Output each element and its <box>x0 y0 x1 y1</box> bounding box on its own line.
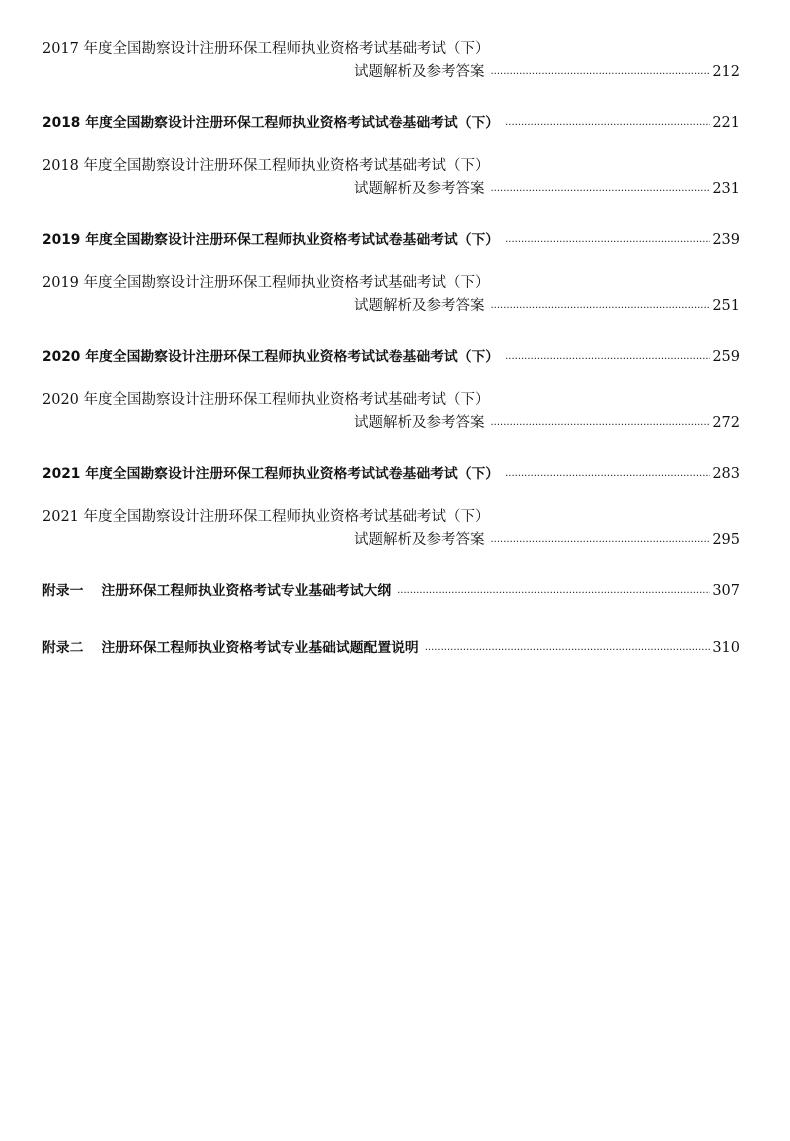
toc-entry-line <box>42 463 740 487</box>
toc-entry-subtitle-line <box>42 61 740 85</box>
toc-entry-2018-exam[interactable] <box>42 112 740 135</box>
toc-entry-2020-solutions[interactable] <box>42 389 740 436</box>
toc-entry-title-line <box>42 38 740 61</box>
page-number: 283 <box>712 466 740 482</box>
dot-leader <box>505 228 710 251</box>
toc-entry-subtitle: 试题解析及参考答案 <box>354 415 485 431</box>
toc-entry-2019-exam[interactable] <box>42 229 740 252</box>
toc-entry-title-line <box>42 272 740 295</box>
page-number: 251 <box>712 298 740 314</box>
appendix-label: 附录一 <box>42 583 84 599</box>
toc-entry-title-line <box>42 155 740 178</box>
dot-leader <box>505 462 710 485</box>
toc-entry-appendix-2[interactable] <box>42 637 740 660</box>
toc-entry-title-line <box>42 389 740 412</box>
toc-entry-subtitle-line <box>42 295 740 319</box>
page-number: 272 <box>712 415 740 431</box>
dot-leader <box>397 579 710 602</box>
toc-entry-title: 2019 年度全国勘察设计注册环保工程师执业资格考试基础考试（下） <box>42 275 490 291</box>
toc-entry-title: 2019 年度全国勘察设计注册环保工程师执业资格考试试卷基础考试（下） <box>42 232 500 248</box>
toc-entry-line <box>42 346 740 370</box>
page-number: 295 <box>712 532 740 548</box>
toc-entry-subtitle: 试题解析及参考答案 <box>354 64 485 80</box>
page-number: 259 <box>712 349 740 365</box>
page-number: 310 <box>712 640 740 656</box>
toc-entry-2019-solutions[interactable] <box>42 272 740 319</box>
page-number: 239 <box>712 232 740 248</box>
toc-entry-title: 2017 年度全国勘察设计注册环保工程师执业资格考试基础考试（下） <box>42 41 490 57</box>
toc-entry-line <box>42 637 740 661</box>
dot-leader <box>491 411 711 434</box>
page-number: 221 <box>712 115 740 131</box>
page-number: 231 <box>712 181 740 197</box>
toc-entry-title: 2020 年度全国勘察设计注册环保工程师执业资格考试基础考试（下） <box>42 392 490 408</box>
toc-entry-appendix-1[interactable] <box>42 580 740 603</box>
dot-leader <box>491 528 711 551</box>
toc-entry-title: 2020 年度全国勘察设计注册环保工程师执业资格考试试卷基础考试（下） <box>42 349 500 365</box>
page-number: 307 <box>712 583 740 599</box>
page-number: 212 <box>712 64 740 80</box>
toc-entry-title: 2021 年度全国勘察设计注册环保工程师执业资格考试基础考试（下） <box>42 509 490 525</box>
toc-entry-subtitle-line <box>42 529 740 553</box>
dot-leader <box>491 177 711 200</box>
toc-entry-title-line <box>42 506 740 529</box>
toc-entry-2017-solutions[interactable] <box>42 38 740 85</box>
toc-entry-line <box>42 112 740 136</box>
dot-leader <box>491 60 711 83</box>
table-of-contents <box>42 38 740 660</box>
toc-entry-title: 2018 年度全国勘察设计注册环保工程师执业资格考试试卷基础考试（下） <box>42 115 500 131</box>
appendix-title: 注册环保工程师执业资格考试专业基础考试大纲 <box>101 583 392 599</box>
toc-entry-line <box>42 580 740 604</box>
toc-entry-subtitle: 试题解析及参考答案 <box>354 181 485 197</box>
toc-entry-title: 2018 年度全国勘察设计注册环保工程师执业资格考试基础考试（下） <box>42 158 490 174</box>
toc-entry-subtitle: 试题解析及参考答案 <box>354 298 485 314</box>
toc-entry-subtitle-line <box>42 412 740 436</box>
toc-entry-line <box>42 229 740 253</box>
dot-leader <box>425 636 711 659</box>
toc-entry-2018-solutions[interactable] <box>42 155 740 202</box>
dot-leader <box>491 294 711 317</box>
toc-entry-title: 2021 年度全国勘察设计注册环保工程师执业资格考试试卷基础考试（下） <box>42 466 500 482</box>
toc-entry-subtitle: 试题解析及参考答案 <box>354 532 485 548</box>
toc-entry-2021-solutions[interactable] <box>42 506 740 553</box>
dot-leader <box>505 111 710 134</box>
dot-leader <box>505 345 710 368</box>
toc-entry-2020-exam[interactable] <box>42 346 740 369</box>
toc-entry-subtitle-line <box>42 178 740 202</box>
appendix-title: 注册环保工程师执业资格考试专业基础试题配置说明 <box>101 640 419 656</box>
appendix-label: 附录二 <box>42 640 84 656</box>
toc-entry-2021-exam[interactable] <box>42 463 740 486</box>
